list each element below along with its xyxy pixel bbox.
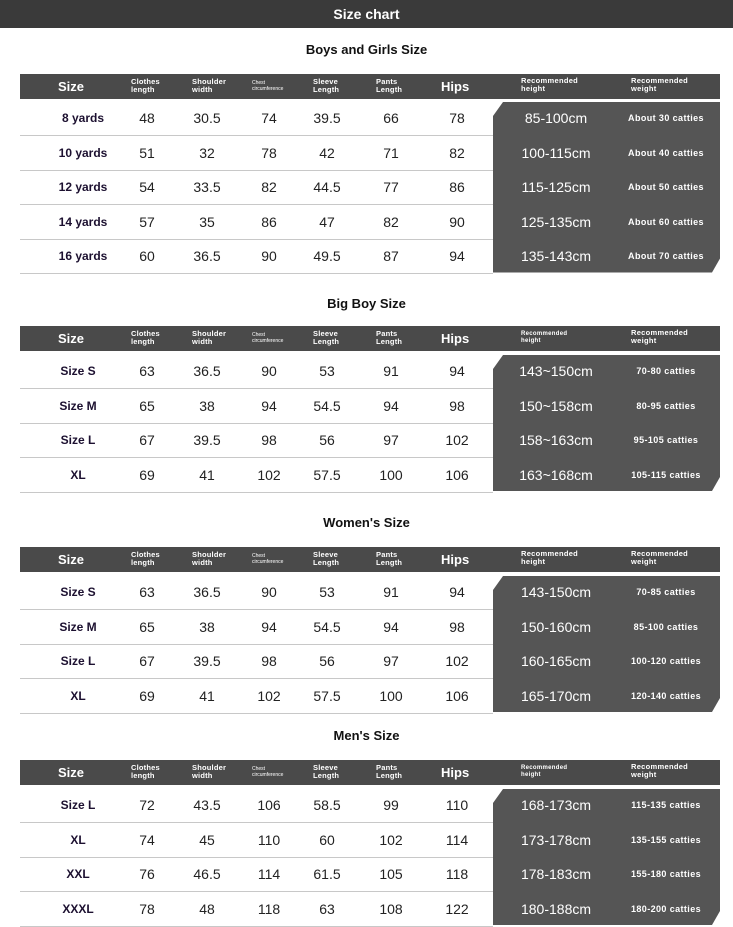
pants-length-value: 100 [379, 466, 403, 483]
size-label: XL [70, 467, 86, 482]
table-header [20, 760, 720, 785]
table-row [20, 170, 493, 205]
recommended-weight-value: 135-155 catties [630, 834, 702, 845]
header-size: Size [58, 552, 85, 567]
hips-value: 106 [445, 687, 469, 704]
sleeve-length-value: 60 [319, 831, 335, 848]
hips-value: 94 [449, 363, 465, 379]
header-clothes-length: Clothes length [131, 77, 160, 94]
shoulder-width-value: 36.5 [193, 363, 221, 379]
pants-length-value: 94 [383, 397, 399, 414]
recommended-weight-value: 100-120 catties [630, 656, 702, 666]
recommended-weight-value: 115-135 catties [631, 800, 701, 810]
size-label: 8 yards [61, 111, 105, 125]
chest-value: 118 [257, 900, 281, 917]
hips-value: 106 [445, 466, 469, 483]
table-header [20, 326, 720, 351]
clothes-length-value: 48 [139, 110, 155, 126]
shoulder-width-value: 33.5 [193, 179, 221, 195]
size-label: 16 yards [58, 249, 108, 263]
table-row [20, 205, 493, 240]
chest-value: 90 [261, 248, 277, 264]
hips-value: 90 [449, 213, 465, 230]
recommended-weight-value: About 30 catties [628, 113, 704, 123]
header-clothes-length: Clothes length [131, 550, 160, 567]
recommended-weight-value: About 60 catties [628, 216, 704, 227]
sleeve-length-value: 54.5 [313, 618, 341, 635]
chest-value: 82 [261, 179, 277, 195]
recommended-weight-value: About 70 catties [628, 251, 704, 261]
header-pants-length: Pants Length [376, 329, 403, 346]
recommended-height-value: 143-150cm [520, 584, 592, 600]
header-hips: Hips [441, 79, 470, 94]
chest-value: 106 [257, 797, 281, 813]
recommended-row [493, 679, 720, 713]
recommended-height-value: 168-173cm [520, 797, 592, 813]
hips-value: 98 [449, 397, 465, 414]
recommended-height-value: 173-178cm [520, 831, 592, 848]
table-row [20, 136, 493, 171]
sleeve-length-value: 56 [319, 432, 335, 448]
chest-value: 94 [261, 618, 277, 635]
clothes-length-value: 51 [139, 144, 155, 161]
pants-length-value: 108 [379, 900, 403, 917]
recommended-weight-value: 85-100 catties [633, 621, 699, 632]
recommended-weight-value: 95-105 catties [633, 435, 699, 445]
shoulder-width-value: 39.5 [193, 653, 221, 669]
recommended-weight-value: 180-200 catties [630, 903, 702, 914]
header-shoulder-width: Shoulder width [192, 77, 227, 94]
recommended-weight-value: 155-180 catties [630, 869, 702, 879]
recommended-row [493, 892, 720, 926]
recommended-height-value: 125-135cm [520, 213, 592, 230]
chest-value: 98 [261, 653, 277, 669]
header-sleeve-length: Sleeve Length [313, 329, 340, 346]
header-pants-length: Pants Length [376, 763, 403, 780]
table-row [20, 101, 493, 136]
recommended-weight-value: About 50 catties [628, 182, 704, 192]
recommended-height-value: 143~150cm [519, 363, 593, 379]
size-label: Size S [60, 585, 96, 599]
table-row [20, 575, 493, 610]
hips-value: 110 [445, 797, 469, 813]
table-row [20, 458, 493, 493]
header-hips: Hips [441, 331, 470, 346]
pants-length-value: 71 [383, 144, 399, 161]
recommended-height-value: 158~163cm [519, 432, 593, 448]
shoulder-width-value: 38 [199, 618, 215, 635]
pants-length-value: 97 [383, 653, 399, 669]
header-hips: Hips [441, 765, 470, 780]
recommended-weight-value: About 40 catties [628, 147, 704, 158]
shoulder-width-value: 41 [199, 687, 215, 704]
pants-length-value: 102 [379, 831, 403, 848]
section-title: Big Boy Size [327, 296, 406, 311]
header-sleeve-length: Sleeve Length [313, 763, 340, 780]
table-row [20, 892, 493, 927]
chest-value: 102 [257, 687, 281, 704]
header-size: Size [58, 79, 85, 94]
pants-length-value: 100 [379, 687, 403, 704]
clothes-length-value: 63 [139, 584, 155, 600]
pants-length-value: 66 [383, 110, 399, 126]
chest-value: 114 [257, 866, 281, 882]
recommended-row [493, 423, 720, 457]
size-label: Size L [60, 798, 96, 812]
header-hips: Hips [441, 552, 470, 567]
size-label: 12 yards [58, 180, 108, 194]
chest-value: 98 [261, 432, 277, 448]
header-chest: Chest circumference [252, 553, 284, 565]
hips-value: 122 [445, 900, 469, 917]
size-label: 14 yards [58, 214, 108, 229]
header-shoulder-width: Shoulder width [192, 763, 227, 780]
size-label: XL [70, 688, 86, 703]
recommended-height-value: 115-125cm [521, 179, 591, 195]
header-recommended-weight: Recommended weight [631, 762, 689, 779]
clothes-length-value: 54 [139, 179, 155, 195]
header-size: Size [58, 331, 85, 346]
recommended-row [493, 857, 720, 891]
header-recommended-weight: Recommended weight [631, 328, 689, 345]
table-row [20, 823, 493, 858]
recommended-height-value: 100-115cm [521, 144, 591, 161]
hips-value: 114 [445, 831, 469, 848]
table-row [20, 857, 493, 892]
clothes-length-value: 76 [139, 866, 155, 882]
chest-value: 86 [261, 213, 277, 230]
header-shoulder-width: Shoulder width [192, 550, 227, 567]
header-sleeve-length: Sleeve Length [313, 77, 340, 94]
header-clothes-length: Clothes length [131, 763, 160, 780]
pants-length-value: 82 [383, 213, 399, 230]
shoulder-width-value: 35 [199, 213, 215, 230]
header-chest: Chest circumference [252, 332, 284, 344]
pants-length-value: 91 [383, 363, 399, 379]
recommended-height-value: 150~158cm [519, 397, 593, 414]
recommended-height-value: 163~168cm [519, 466, 593, 483]
sleeve-length-value: 53 [319, 363, 335, 379]
header-recommended-weight: Recommended weight [631, 549, 689, 566]
table-row [20, 610, 493, 645]
recommended-height-value: 165-170cm [520, 687, 592, 704]
size-label: Size L [60, 654, 96, 668]
recommended-row [493, 205, 720, 239]
sleeve-length-value: 57.5 [313, 687, 341, 704]
table-row [20, 679, 493, 714]
size-label: XL [70, 832, 86, 847]
recommended-row [493, 354, 720, 388]
recommended-row [493, 610, 720, 644]
recommended-row [493, 136, 720, 170]
clothes-length-value: 65 [139, 397, 155, 414]
chest-value: 78 [261, 144, 277, 161]
size-label: Size L [60, 433, 96, 447]
size-label: Size S [60, 364, 96, 378]
shoulder-width-value: 43.5 [193, 797, 221, 813]
recommended-row [493, 823, 720, 857]
clothes-length-value: 67 [139, 432, 155, 448]
table-row [20, 354, 493, 389]
recommended-height-value: 160-165cm [520, 653, 592, 669]
clothes-length-value: 74 [139, 831, 155, 848]
recommended-height-value: 85-100cm [524, 110, 588, 126]
shoulder-width-value: 39.5 [193, 432, 221, 448]
recommended-row [493, 458, 720, 492]
shoulder-width-value: 45 [199, 831, 215, 848]
table-row [20, 239, 493, 274]
pants-length-value: 105 [379, 866, 403, 882]
table-row [20, 389, 493, 424]
clothes-length-value: 78 [139, 900, 155, 917]
table-row [20, 423, 493, 458]
clothes-length-value: 63 [139, 363, 155, 379]
table-header [20, 547, 720, 572]
header-recommended-height: Recommended height [521, 76, 579, 93]
header-shoulder-width: Shoulder width [192, 329, 227, 346]
recommended-weight-value: 80-95 catties [636, 400, 696, 411]
table-row [20, 788, 493, 823]
hips-value: 118 [445, 866, 469, 882]
table-header [20, 74, 720, 99]
clothes-length-value: 57 [139, 213, 155, 230]
header-recommended-height: Recommended height [521, 549, 579, 566]
size-label: Size M [59, 398, 97, 413]
header-pants-length: Pants Length [376, 77, 403, 94]
recommended-row [493, 239, 720, 273]
chest-value: 90 [261, 363, 277, 379]
pants-length-value: 91 [383, 584, 399, 600]
recommended-row [493, 101, 720, 135]
recommended-weight-value: 70-80 catties [636, 366, 696, 376]
hips-value: 102 [445, 653, 469, 669]
shoulder-width-value: 41 [199, 466, 215, 483]
sleeve-length-value: 53 [319, 584, 335, 600]
size-label: 10 yards [58, 145, 108, 160]
chest-value: 90 [261, 584, 277, 600]
chest-value: 110 [257, 831, 281, 848]
pants-length-value: 94 [383, 618, 399, 635]
hips-value: 94 [449, 248, 465, 264]
sleeve-length-value: 63 [319, 900, 335, 917]
pants-length-value: 97 [383, 432, 399, 448]
sleeve-length-value: 54.5 [313, 397, 341, 414]
sleeve-length-value: 58.5 [313, 797, 341, 813]
hips-value: 86 [449, 179, 465, 195]
header-sleeve-length: Sleeve Length [313, 550, 340, 567]
sleeve-length-value: 56 [319, 653, 335, 669]
sleeve-length-value: 42 [319, 144, 335, 161]
chest-value: 74 [261, 110, 277, 126]
table-row [20, 644, 493, 679]
pants-length-value: 77 [383, 179, 399, 195]
clothes-length-value: 69 [139, 687, 155, 704]
hips-value: 102 [445, 432, 469, 448]
sleeve-length-value: 39.5 [313, 110, 341, 126]
recommended-height-value: 135-143cm [520, 248, 592, 264]
recommended-row [493, 788, 720, 822]
recommended-weight-value: 105-115 catties [631, 469, 701, 480]
shoulder-width-value: 46.5 [193, 866, 221, 882]
clothes-length-value: 65 [139, 618, 155, 635]
pants-length-value: 99 [383, 797, 399, 813]
header-recommended-height: Recommended height [521, 765, 568, 778]
size-label: Size M [59, 619, 97, 634]
header-recommended-weight: Recommended weight [631, 76, 689, 93]
hips-value: 82 [449, 144, 465, 161]
hips-value: 98 [449, 618, 465, 635]
recommended-row [493, 575, 720, 609]
recommended-height-value: 178-183cm [520, 866, 592, 882]
header-pants-length: Pants Length [376, 550, 403, 567]
pants-length-value: 87 [383, 248, 399, 264]
recommended-row [493, 389, 720, 423]
hips-value: 78 [449, 110, 465, 126]
recommended-height-value: 150-160cm [520, 618, 592, 635]
header-clothes-length: Clothes length [131, 329, 160, 346]
clothes-length-value: 67 [139, 653, 155, 669]
sleeve-length-value: 49.5 [313, 248, 341, 264]
section-title: Boys and Girls Size [305, 42, 428, 57]
size-label: XXXL [62, 901, 94, 916]
recommended-weight-value: 120-140 catties [630, 690, 702, 701]
clothes-length-value: 60 [139, 248, 155, 264]
section-title: Women's Size [323, 515, 410, 530]
sleeve-length-value: 44.5 [313, 179, 341, 195]
chest-value: 94 [261, 397, 277, 414]
shoulder-width-value: 32 [199, 144, 215, 161]
hips-value: 94 [449, 584, 465, 600]
recommended-weight-value: 70-85 catties [636, 587, 696, 597]
clothes-length-value: 72 [139, 797, 155, 813]
sleeve-length-value: 61.5 [313, 866, 341, 882]
header-recommended-height: Recommended height [521, 331, 568, 344]
shoulder-width-value: 36.5 [193, 584, 221, 600]
sleeve-length-value: 57.5 [313, 466, 341, 483]
size-label: XXL [66, 867, 90, 881]
section-title: Men's Size [333, 728, 400, 743]
header-chest: Chest circumference [252, 80, 284, 92]
shoulder-width-value: 38 [199, 397, 215, 414]
shoulder-width-value: 30.5 [193, 110, 221, 126]
page-title: Size chart [0, 0, 733, 28]
recommended-row [493, 644, 720, 678]
chest-value: 102 [257, 466, 281, 483]
header-size: Size [58, 765, 85, 780]
clothes-length-value: 69 [139, 466, 155, 483]
shoulder-width-value: 36.5 [193, 248, 221, 264]
recommended-height-value: 180-188cm [520, 900, 592, 917]
recommended-row [493, 170, 720, 204]
shoulder-width-value: 48 [199, 900, 215, 917]
sleeve-length-value: 47 [319, 213, 335, 230]
header-chest: Chest circumference [252, 766, 284, 778]
